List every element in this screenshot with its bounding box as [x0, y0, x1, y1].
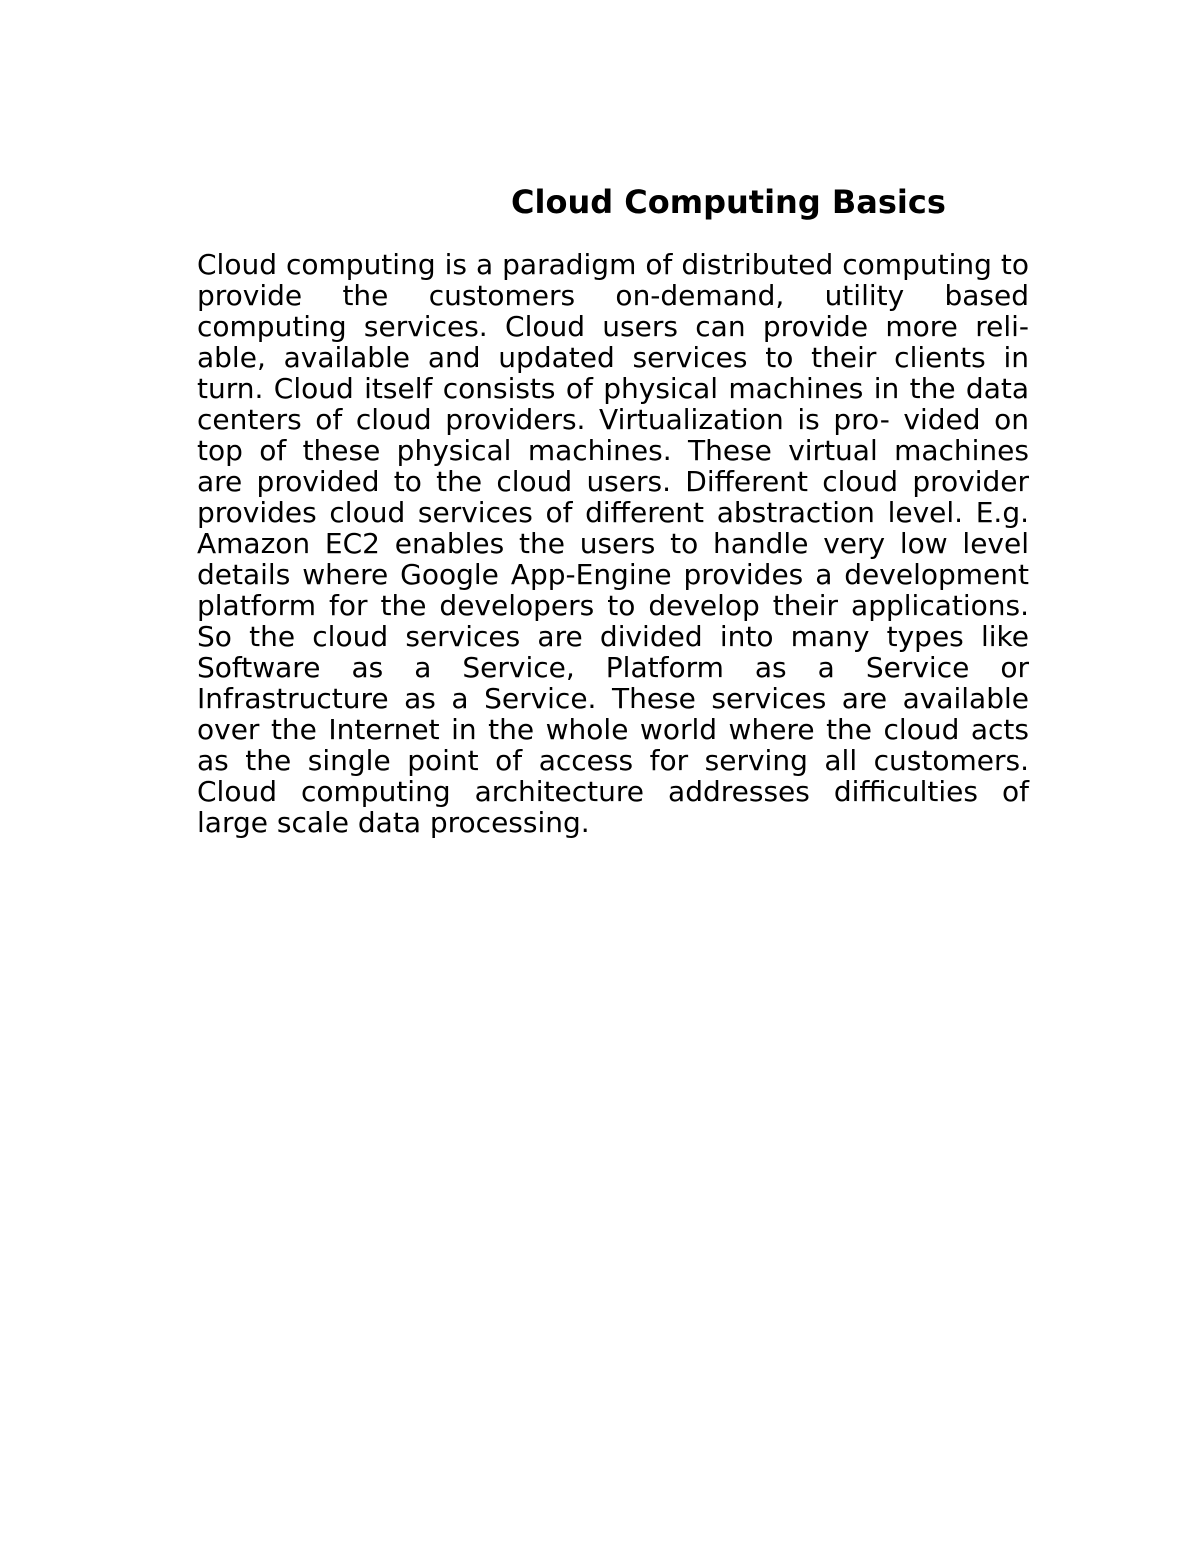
document-title: Cloud Computing Basics: [511, 183, 946, 221]
document-body-paragraph: Cloud computing is a paradigm of distributed computing to provide the customers on-demand, utility based computing services. Cloud users can provide more reli- able, available and updated services to their clients in turn. Cloud itself consists of physical machines in the data centers of cloud providers. Virtualization is pro- vided on top of these physical machines. These virtual machines are provided to the cloud users. Different cloud provider provides cloud services of different abstraction level. E.g. Amazon EC2 enables the users to handle very low level details where Google App-Engine provides a development platform for the developers to develop their applications. So the cloud services are divided into many types like Software as a Service, Platform as a Service or Infrastructure as a Service. These services are available over the Internet in the whole world where the cloud acts as the single point of access for serving all customers. Cloud computing architecture addresses difficulties of large scale data processing.: [197, 248, 1029, 839]
